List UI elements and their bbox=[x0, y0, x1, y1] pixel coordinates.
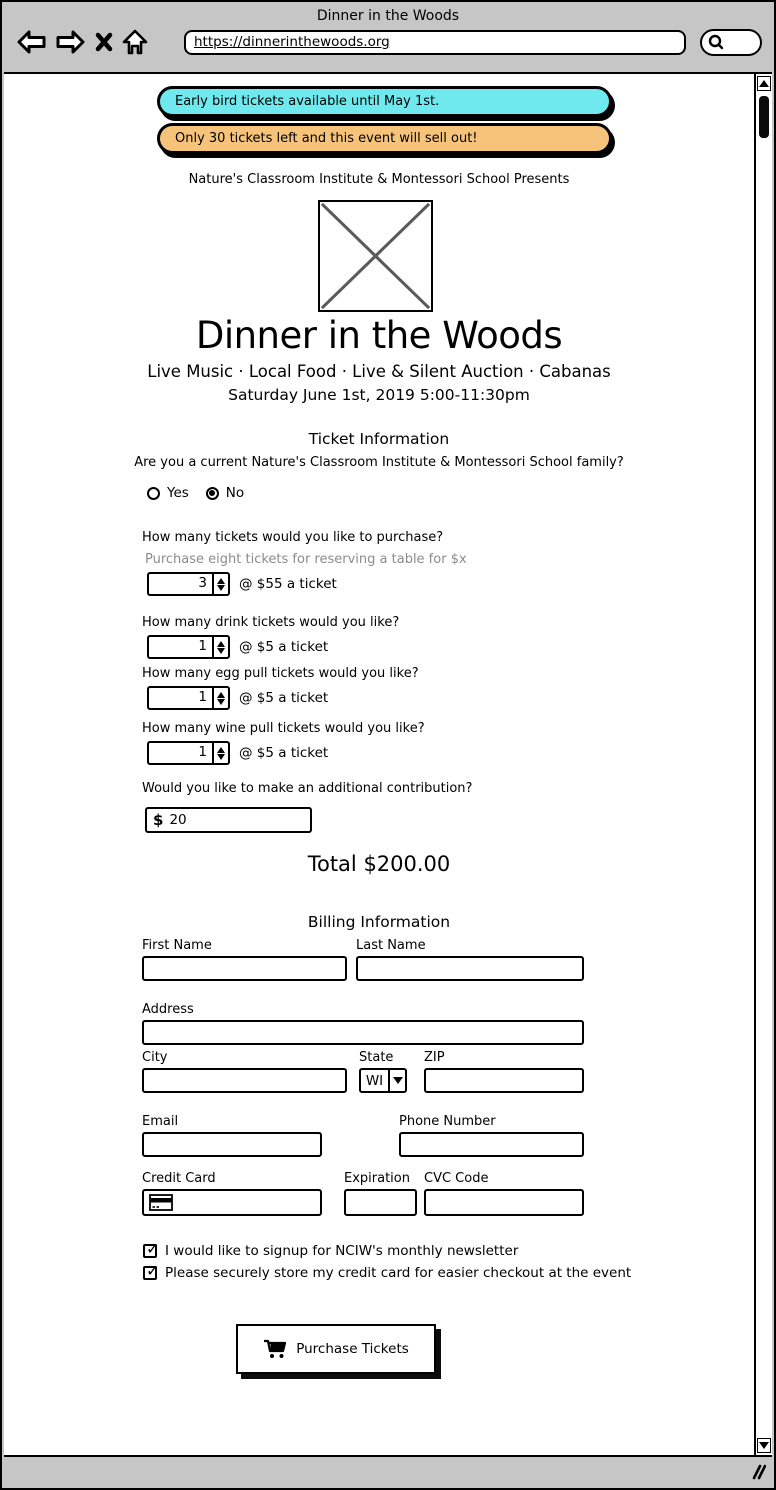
drink-spinner-row bbox=[147, 635, 328, 659]
egg-price-label: @ $5 a ticket bbox=[239, 690, 329, 706]
event-image-placeholder bbox=[318, 200, 433, 312]
window-title: Dinner in the Woods bbox=[316, 8, 460, 24]
wine-quantity-stepper[interactable] bbox=[147, 741, 230, 765]
zip-label: ZIP bbox=[424, 1050, 445, 1065]
address-field[interactable] bbox=[142, 1020, 584, 1045]
vertical-scrollbar[interactable] bbox=[754, 74, 772, 1455]
tickets-price-label: @ $55 a ticket bbox=[239, 576, 337, 592]
scroll-up-icon bbox=[759, 80, 769, 87]
email-field[interactable] bbox=[142, 1132, 322, 1157]
state-label: State bbox=[359, 1050, 394, 1065]
newsletter-checkbox[interactable] bbox=[143, 1239, 160, 1258]
wine-price-label: @ $5 a ticket bbox=[239, 745, 329, 761]
contribution-input[interactable] bbox=[145, 807, 312, 833]
back-icon[interactable] bbox=[16, 28, 48, 56]
page-title: Dinner in the Woods bbox=[195, 314, 563, 357]
family-question: Are you a current Nature's Classroom Institute & Montessori School family? bbox=[134, 455, 624, 470]
credit-card-field[interactable] bbox=[142, 1189, 322, 1216]
event-subtitle: Live Music · Local Food · Live & Silent Auction · Cabanas bbox=[147, 362, 611, 381]
ticket-info-heading: Ticket Information bbox=[308, 430, 450, 448]
tickets-table-hint: Purchase eight tickets for reserving a table for $x bbox=[145, 552, 467, 567]
email-label: Email bbox=[142, 1114, 179, 1129]
billing-heading: Billing Information bbox=[307, 913, 451, 931]
credit-card-icon bbox=[149, 1194, 173, 1211]
egg-quantity-stepper[interactable] bbox=[147, 686, 230, 710]
browser-toolbar bbox=[16, 26, 762, 58]
purchase-tickets-button[interactable] bbox=[236, 1324, 436, 1374]
city-field[interactable] bbox=[142, 1068, 347, 1093]
alert-early-bird-text: Early bird tickets available until May 1st. bbox=[175, 94, 440, 109]
contribution-question: Would you like to make an additional contribution? bbox=[142, 781, 473, 796]
expiration-field[interactable] bbox=[344, 1189, 417, 1216]
alert-early-bird bbox=[157, 86, 612, 117]
phone-field[interactable] bbox=[399, 1132, 584, 1157]
radio-yes[interactable] bbox=[147, 487, 160, 500]
tickets-stepper-arrows-icon[interactable] bbox=[212, 574, 228, 594]
city-label: City bbox=[142, 1050, 168, 1065]
first-name-field[interactable] bbox=[142, 956, 347, 981]
cart-icon bbox=[263, 1338, 289, 1360]
alert-tickets-left bbox=[157, 123, 612, 154]
state-dropdown[interactable] bbox=[359, 1068, 407, 1093]
drink-price-label: @ $5 a ticket bbox=[239, 639, 329, 655]
check-icon: ✓ bbox=[146, 1261, 160, 1280]
wine-question: How many wine pull tickets would you like? bbox=[142, 721, 425, 736]
drink-quantity-value: 1 bbox=[198, 638, 207, 654]
drink-question: How many drink tickets would you like? bbox=[142, 615, 400, 630]
wine-spinner-row bbox=[147, 741, 328, 765]
tickets-spinner-row bbox=[147, 572, 337, 596]
cvc-field[interactable] bbox=[424, 1189, 584, 1216]
tickets-quantity-value: 3 bbox=[198, 575, 207, 591]
check-icon: ✓ bbox=[146, 1239, 160, 1258]
cvc-label: CVC Code bbox=[424, 1171, 489, 1186]
resize-handle-icon[interactable] bbox=[746, 1463, 766, 1481]
alert-tickets-left-text: Only 30 tickets left and this event will sell out! bbox=[175, 131, 478, 146]
total-amount: Total $200.00 bbox=[307, 852, 451, 876]
presents-line: Nature's Classroom Institute & Montessori School Presents bbox=[188, 172, 570, 187]
credit-card-label: Credit Card bbox=[142, 1171, 216, 1186]
status-bar bbox=[4, 1455, 772, 1486]
event-datetime: Saturday June 1st, 2019 5:00-11:30pm bbox=[228, 386, 530, 404]
url-bar[interactable] bbox=[184, 30, 686, 55]
newsletter-checkbox-row bbox=[143, 1239, 519, 1259]
forward-icon[interactable] bbox=[54, 28, 86, 56]
egg-spinner-row bbox=[147, 686, 328, 710]
search-icon bbox=[706, 32, 726, 52]
egg-quantity-value: 1 bbox=[198, 689, 207, 705]
phone-label: Phone Number bbox=[399, 1114, 496, 1129]
radio-no-label[interactable]: No bbox=[225, 485, 245, 501]
first-name-label: First Name bbox=[142, 938, 212, 953]
radio-yes-label[interactable]: Yes bbox=[167, 485, 189, 501]
scroll-up-button[interactable] bbox=[757, 76, 771, 91]
search-box[interactable] bbox=[700, 29, 762, 56]
url-text: https://dinnerinthewoods.org bbox=[194, 34, 390, 50]
store-card-checkbox-row bbox=[143, 1261, 632, 1281]
family-radio-group bbox=[147, 485, 254, 501]
contribution-currency: $ bbox=[153, 811, 164, 829]
scroll-down-button[interactable] bbox=[757, 1438, 771, 1453]
wine-stepper-arrows-icon[interactable] bbox=[212, 743, 228, 763]
contribution-value: 20 bbox=[169, 812, 187, 828]
newsletter-checkbox-label[interactable]: I would like to signup for NCIW's monthly newsletter bbox=[165, 1243, 519, 1259]
radio-no[interactable] bbox=[206, 487, 219, 500]
address-label: Address bbox=[142, 1002, 194, 1017]
zip-field[interactable] bbox=[424, 1068, 584, 1093]
last-name-label: Last Name bbox=[356, 938, 426, 953]
egg-question: How many egg pull tickets would you like? bbox=[142, 666, 419, 681]
last-name-field[interactable] bbox=[356, 956, 584, 981]
purchase-tickets-label: Purchase Tickets bbox=[296, 1341, 409, 1357]
home-icon[interactable] bbox=[122, 28, 148, 56]
stop-icon[interactable] bbox=[94, 30, 114, 54]
wine-quantity-value: 1 bbox=[198, 744, 207, 760]
egg-stepper-arrows-icon[interactable] bbox=[212, 688, 228, 708]
store-card-checkbox[interactable] bbox=[143, 1261, 160, 1280]
drink-stepper-arrows-icon[interactable] bbox=[212, 637, 228, 657]
tickets-question: How many tickets would you like to purchase? bbox=[142, 530, 444, 545]
expiration-label: Expiration bbox=[344, 1171, 410, 1186]
page-content bbox=[4, 72, 772, 1455]
state-value: WI bbox=[365, 1072, 384, 1089]
tickets-quantity-stepper[interactable] bbox=[147, 572, 230, 596]
drink-quantity-stepper[interactable] bbox=[147, 635, 230, 659]
scroll-down-icon bbox=[759, 1442, 769, 1449]
scrollbar-thumb[interactable] bbox=[759, 96, 769, 138]
store-card-checkbox-label[interactable]: Please securely store my credit card for easier checkout at the event bbox=[165, 1265, 632, 1281]
chevron-down-icon[interactable] bbox=[388, 1070, 405, 1091]
